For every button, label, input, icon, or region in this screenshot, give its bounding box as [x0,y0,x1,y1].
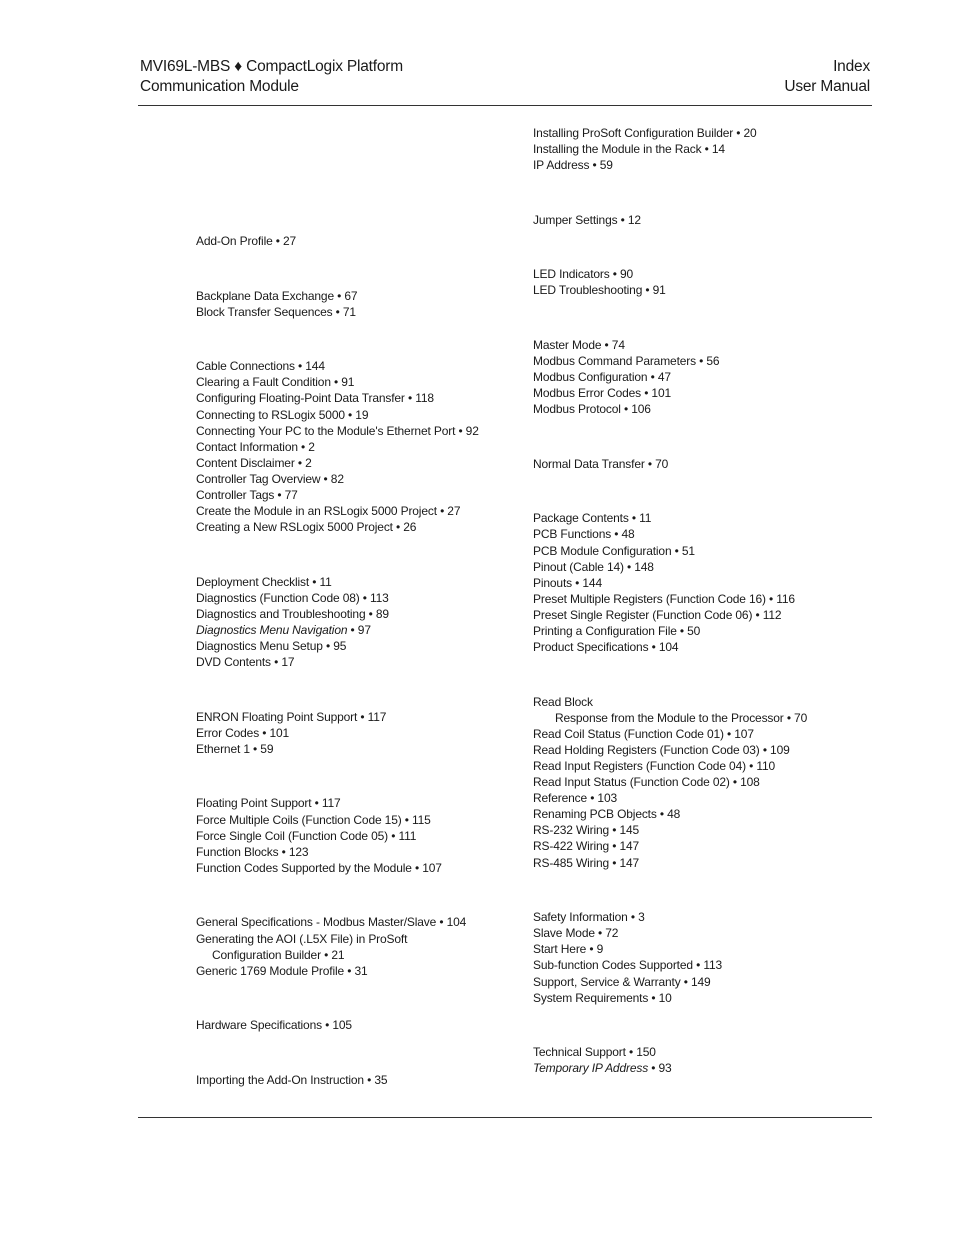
index-entry[interactable]: Preset Multiple Registers (Function Code 16) • 116 [533,592,795,606]
index-entry[interactable]: Master Mode • 74 [533,338,625,352]
product-title: MVI69L-MBS ♦ CompactLogix Platform [140,58,403,75]
index-entry[interactable]: Support, Service & Warranty • 149 [533,975,711,989]
index-entry[interactable]: Read Coil Status (Function Code 01) • 107 [533,727,754,741]
index-entry[interactable]: DVD Contents • 17 [196,655,295,669]
header-right [784,57,870,96]
index-entry[interactable]: Start Here • 9 [533,942,604,956]
index-entry[interactable]: Package Contents • 11 [533,511,652,525]
index-subentry[interactable]: Response from the Module to the Processor • 70 [555,711,808,725]
index-entry[interactable]: Modbus Protocol • 106 [533,402,651,416]
index-entry[interactable]: ENRON Floating Point Support • 117 [196,710,387,724]
index-entry[interactable]: LED Troubleshooting • 91 [533,283,666,297]
index-entry[interactable]: Force Single Coil (Function Code 05) • 111 [196,829,417,843]
index-entry[interactable]: Connecting Your PC to the Module's Ethernet Port • 92 [196,424,479,438]
index-entry[interactable]: Connecting to RSLogix 5000 • 19 [196,408,369,422]
index-entry[interactable]: Create the Module in an RSLogix 5000 Project • 27 [196,504,461,518]
index-entry[interactable]: LED Indicators • 90 [533,267,634,281]
index-entry[interactable]: Controller Tag Overview • 82 [196,472,344,486]
index-entry[interactable]: Floating Point Support • 117 [196,796,341,810]
index-entry[interactable]: RS-422 Wiring • 147 [533,839,640,853]
index-entry[interactable]: Printing a Configuration File • 50 [533,624,701,638]
index-entry[interactable]: Normal Data Transfer • 70 [533,457,669,471]
index-entry[interactable]: Function Blocks • 123 [196,845,309,859]
section-title: Index [833,58,870,75]
index-entry[interactable]: Hardware Specifications • 105 [196,1018,352,1032]
index-entry[interactable]: PCB Functions • 48 [533,527,635,541]
page-header [140,57,870,97]
index-entry[interactable]: Modbus Configuration • 47 [533,370,671,384]
index-entry[interactable]: Contact Information • 2 [196,440,315,454]
index-entry[interactable]: Reference • 103 [533,791,618,805]
index-entry[interactable]: Temporary IP Address • 93 [533,1061,672,1075]
index-entry[interactable]: PCB Module Configuration • 51 [533,544,695,558]
index-entry[interactable]: Add-On Profile • 27 [196,234,297,248]
document-type: User Manual [784,77,870,95]
index-entry[interactable]: Safety Information • 3 [533,910,645,924]
index-entry[interactable]: System Requirements • 10 [533,991,672,1005]
index-entry[interactable]: Read Input Registers (Function Code 04) • 110 [533,759,776,773]
index-entry[interactable]: Installing ProSoft Configuration Builder • 20 [533,126,757,140]
index-entry[interactable]: Diagnostics Menu Navigation • 97 [196,623,371,637]
index-entry[interactable]: Read Holding Registers (Function Code 03) • 109 [533,743,790,757]
index-entry[interactable]: Diagnostics and Troubleshooting • 89 [196,607,389,621]
footer-rule [138,1117,872,1118]
index-entry[interactable]: IP Address • 59 [533,158,613,172]
index-entry[interactable]: General Specifications - Modbus Master/Slave • 104 [196,915,467,929]
index-entry[interactable]: Read Block [533,695,593,709]
index-entry[interactable]: Preset Single Register (Function Code 06) • 112 [533,608,782,622]
header-left [140,57,403,96]
index-entry[interactable]: Generic 1769 Module Profile • 31 [196,964,368,978]
index-entry[interactable]: Backplane Data Exchange • 67 [196,289,358,303]
index-entry[interactable]: Deployment Checklist • 11 [196,575,332,589]
index-entry[interactable]: Content Disclaimer • 2 [196,456,312,470]
index-entry[interactable]: RS-485 Wiring • 147 [533,856,640,870]
index-entry[interactable]: Slave Mode • 72 [533,926,619,940]
index-entry-continued[interactable]: Configuration Builder • 21 [212,948,345,962]
index-entry[interactable]: Modbus Command Parameters • 56 [533,354,720,368]
index-entry[interactable]: Importing the Add-On Instruction • 35 [196,1073,388,1087]
index-entry[interactable]: Pinouts • 144 [533,576,602,590]
index-entry[interactable]: RS-232 Wiring • 145 [533,823,640,837]
index-entry[interactable]: Diagnostics Menu Setup • 95 [196,639,347,653]
index-entry[interactable]: Jumper Settings • 12 [533,213,641,227]
product-subtitle: Communication Module [140,77,299,95]
index-entry[interactable]: Configuring Floating-Point Data Transfer • 118 [196,391,434,405]
index-entry[interactable]: Diagnostics (Function Code 08) • 113 [196,591,389,605]
index-entry[interactable]: Creating a New RSLogix 5000 Project • 26 [196,520,417,534]
index-entry[interactable]: Clearing a Fault Condition • 91 [196,375,355,389]
index-entry[interactable]: Block Transfer Sequences • 71 [196,305,356,319]
index-entry[interactable]: Technical Support • 150 [533,1045,656,1059]
index-entry[interactable]: Pinout (Cable 14) • 148 [533,560,654,574]
index-entry[interactable]: Error Codes • 101 [196,726,290,740]
index-entry[interactable]: Read Input Status (Function Code 02) • 108 [533,775,760,789]
index-entry[interactable]: Product Specifications • 104 [533,640,679,654]
index-entry[interactable]: Controller Tags • 77 [196,488,298,502]
index-entry[interactable]: Ethernet 1 • 59 [196,742,274,756]
index-entry[interactable]: Generating the AOI (.L5X File) in ProSoft [196,932,408,946]
index-entry[interactable]: Force Multiple Coils (Function Code 15) • 115 [196,813,431,827]
index-entry[interactable]: Renaming PCB Objects • 48 [533,807,681,821]
index-entry[interactable]: Modbus Error Codes • 101 [533,386,672,400]
header-rule [138,105,872,106]
index-entry[interactable]: Function Codes Supported by the Module • 107 [196,861,442,875]
index-entry[interactable]: Installing the Module in the Rack • 14 [533,142,725,156]
index-entry[interactable]: Sub-function Codes Supported • 113 [533,958,723,972]
index-entry[interactable]: Cable Connections • 144 [196,359,325,373]
